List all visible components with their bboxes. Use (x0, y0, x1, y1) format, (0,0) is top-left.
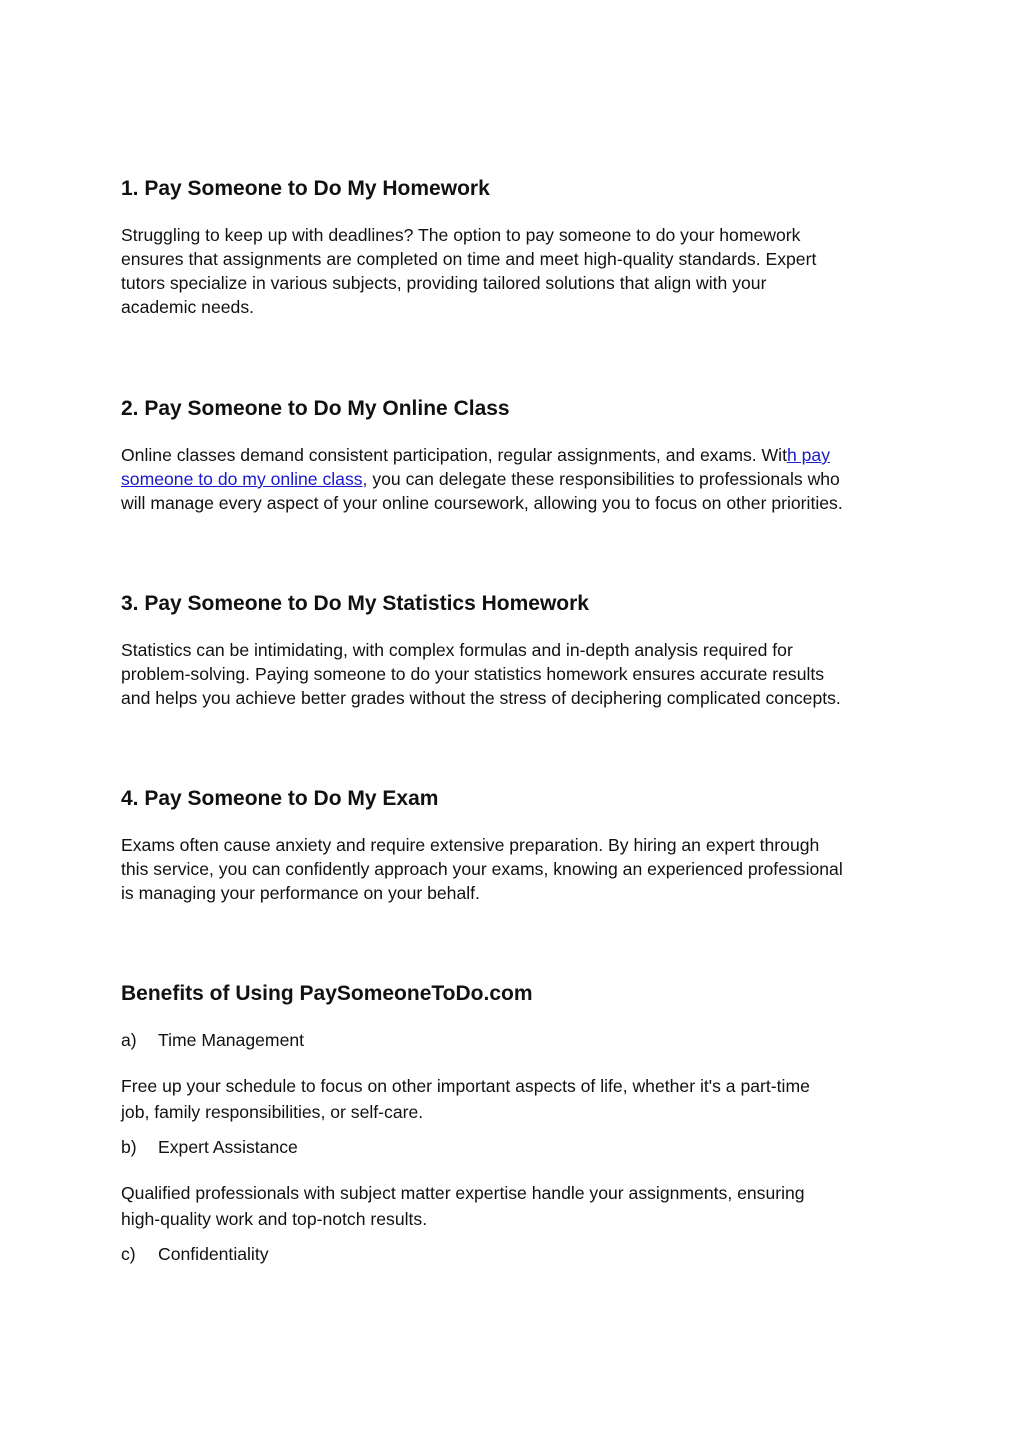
paragraph-line: academic needs. (121, 297, 255, 317)
paragraph-line: ensures that assignments are completed on time and meet high-quality standards. Expert (121, 249, 817, 269)
paragraph-line: Exams often cause anxiety and require extensive preparation. By hiring an expert through (121, 835, 820, 855)
list-marker: b) (121, 1137, 137, 1157)
paragraph-line: is managing your performance on your behalf. (121, 883, 480, 903)
benefit-item-confidentiality (121, 1242, 269, 1266)
section-4-paragraph (121, 833, 843, 905)
section-2-paragraph (121, 443, 843, 515)
paragraph-line: will manage every aspect of your online coursework, allowing you to focus on other priorities. (121, 493, 843, 513)
list-marker: a) (121, 1030, 137, 1050)
benefit-label: Time Management (158, 1030, 305, 1050)
benefit-time-management-description (121, 1074, 810, 1125)
paragraph-line: tutors specialize in various subjects, providing tailored solutions that align with your (121, 273, 767, 293)
paragraph-line: Qualified professionals with subject matter expertise handle your assignments, ensuring (121, 1183, 805, 1203)
benefit-item-time-management (121, 1028, 304, 1052)
paragraph-line: high-quality work and top-notch results. (121, 1208, 428, 1229)
section-3-heading: 3. Pay Someone to Do My Statistics Homework (121, 592, 589, 615)
paragraph-line: Struggling to keep up with deadlines? The option to pay someone to do your homework (121, 225, 801, 245)
benefit-expert-assistance-description (121, 1181, 805, 1232)
section-4-heading: 4. Pay Someone to Do My Exam (121, 787, 439, 810)
section-2-heading: 2. Pay Someone to Do My Online Class (121, 397, 510, 420)
paragraph-line: Statistics can be intimidating, with complex formulas and in-depth analysis required for (121, 640, 793, 660)
online-class-link[interactable]: h pay (786, 445, 830, 465)
paragraph-line: and helps you achieve better grades without the stress of deciphering complicated concepts. (121, 688, 841, 708)
benefits-heading: Benefits of Using PaySomeoneToDo.com (121, 982, 533, 1005)
online-class-link[interactable]: someone to do my online class, (121, 469, 368, 489)
section-1-heading: 1. Pay Someone to Do My Homework (121, 177, 490, 200)
paragraph-line: problem-solving. Paying someone to do your statistics homework ensures accurate results (121, 664, 825, 684)
benefit-label: Expert Assistance (158, 1137, 298, 1157)
section-3-paragraph (121, 638, 841, 710)
list-marker: c) (121, 1244, 136, 1264)
section-1-paragraph (121, 223, 816, 319)
paragraph-line (121, 467, 843, 491)
benefit-label: Confidentiality (158, 1244, 269, 1264)
paragraph-text: you can delegate these responsibilities to professionals who (367, 469, 840, 489)
paragraph-text: Online classes demand consistent participation, regular assignments, and exams. Wit (121, 445, 787, 465)
benefit-item-expert-assistance (121, 1135, 298, 1159)
paragraph-line: this service, you can confidently approach your exams, knowing an experienced professional (121, 859, 843, 879)
paragraph-line: job, family responsibilities, or self-care. (121, 1101, 424, 1122)
paragraph-line (121, 443, 843, 467)
paragraph-line: Free up your schedule to focus on other important aspects of life, whether it's a part-time (121, 1076, 810, 1096)
